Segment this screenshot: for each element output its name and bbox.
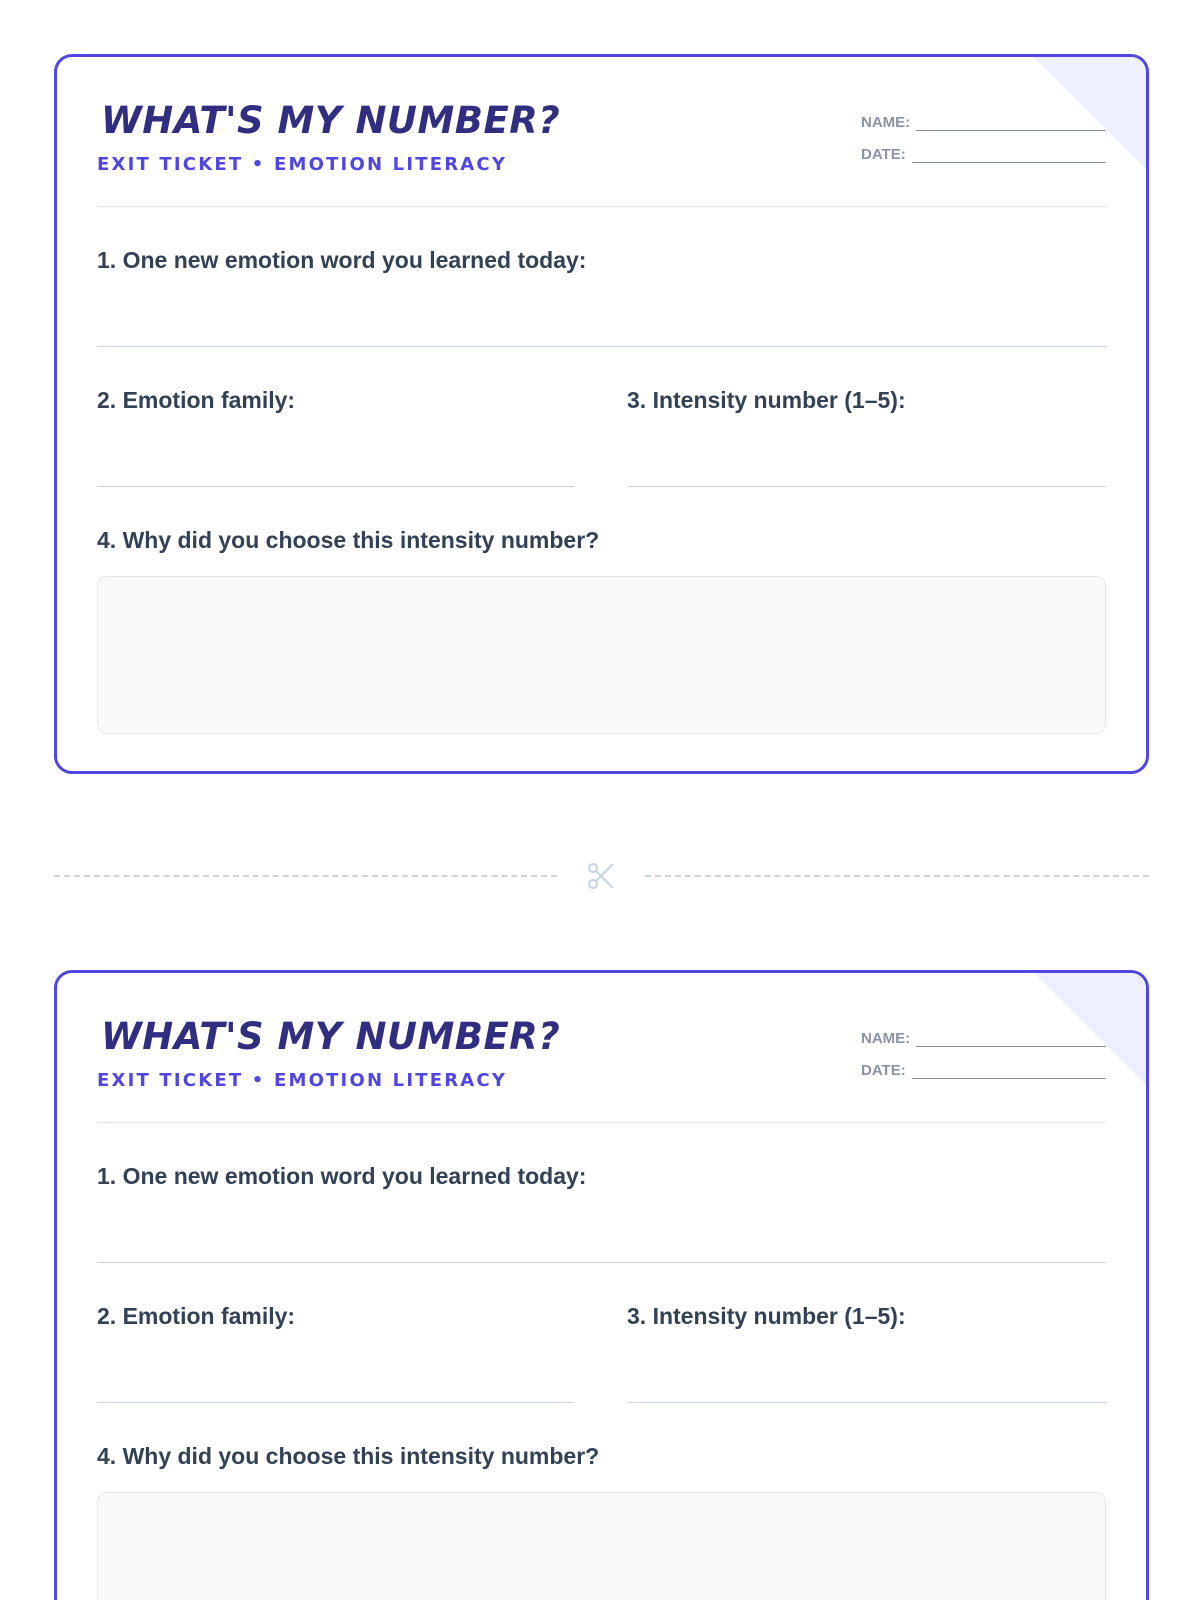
question-2-answer-line[interactable] bbox=[97, 1402, 574, 1403]
name-field[interactable] bbox=[916, 1032, 1106, 1047]
name-label: NAME: bbox=[861, 1030, 911, 1047]
date-field[interactable] bbox=[912, 1064, 1106, 1079]
ticket-title: WHAT'S MY NUMBER? bbox=[101, 99, 561, 142]
question-2-label: 2. Emotion family: bbox=[97, 387, 296, 413]
name-label: NAME: bbox=[861, 114, 911, 131]
question-3-answer-line[interactable] bbox=[627, 486, 1106, 487]
question-3-label: 3. Intensity number (1–5): bbox=[627, 387, 906, 413]
question-4-label: 4. Why did you choose this intensity number? bbox=[97, 527, 600, 553]
exit-ticket bbox=[54, 970, 1149, 1600]
scissors-icon bbox=[585, 860, 617, 892]
exit-ticket bbox=[54, 54, 1149, 774]
header-divider bbox=[97, 1122, 1106, 1123]
name-field[interactable] bbox=[916, 116, 1106, 131]
ticket-title: WHAT'S MY NUMBER? bbox=[101, 1015, 561, 1058]
question-2-label: 2. Emotion family: bbox=[97, 1303, 296, 1329]
dashed-line-left bbox=[54, 875, 557, 877]
ticket-subtitle: EXIT TICKET • EMOTION LITERACY bbox=[97, 154, 508, 175]
header-divider bbox=[97, 206, 1106, 207]
date-label: DATE: bbox=[861, 1062, 906, 1079]
question-4-label: 4. Why did you choose this intensity number? bbox=[97, 1443, 600, 1469]
question-3-answer-line[interactable] bbox=[627, 1402, 1106, 1403]
ticket-subtitle: EXIT TICKET • EMOTION LITERACY bbox=[97, 1070, 508, 1091]
question-1-answer-line[interactable] bbox=[97, 346, 1106, 347]
question-2-answer-line[interactable] bbox=[97, 486, 574, 487]
name-date-block bbox=[861, 1027, 1106, 1091]
date-label: DATE: bbox=[861, 146, 906, 163]
question-4-answer-box[interactable] bbox=[97, 576, 1106, 734]
question-4-answer-box[interactable] bbox=[97, 1492, 1106, 1600]
question-1-label: 1. One new emotion word you learned today: bbox=[97, 247, 587, 273]
question-1-label: 1. One new emotion word you learned today: bbox=[97, 1163, 587, 1189]
question-3-label: 3. Intensity number (1–5): bbox=[627, 1303, 906, 1329]
dashed-line-right bbox=[645, 875, 1149, 877]
date-field[interactable] bbox=[912, 148, 1106, 163]
cut-line bbox=[54, 856, 1149, 896]
question-1-answer-line[interactable] bbox=[97, 1262, 1106, 1263]
name-date-block bbox=[861, 111, 1106, 175]
